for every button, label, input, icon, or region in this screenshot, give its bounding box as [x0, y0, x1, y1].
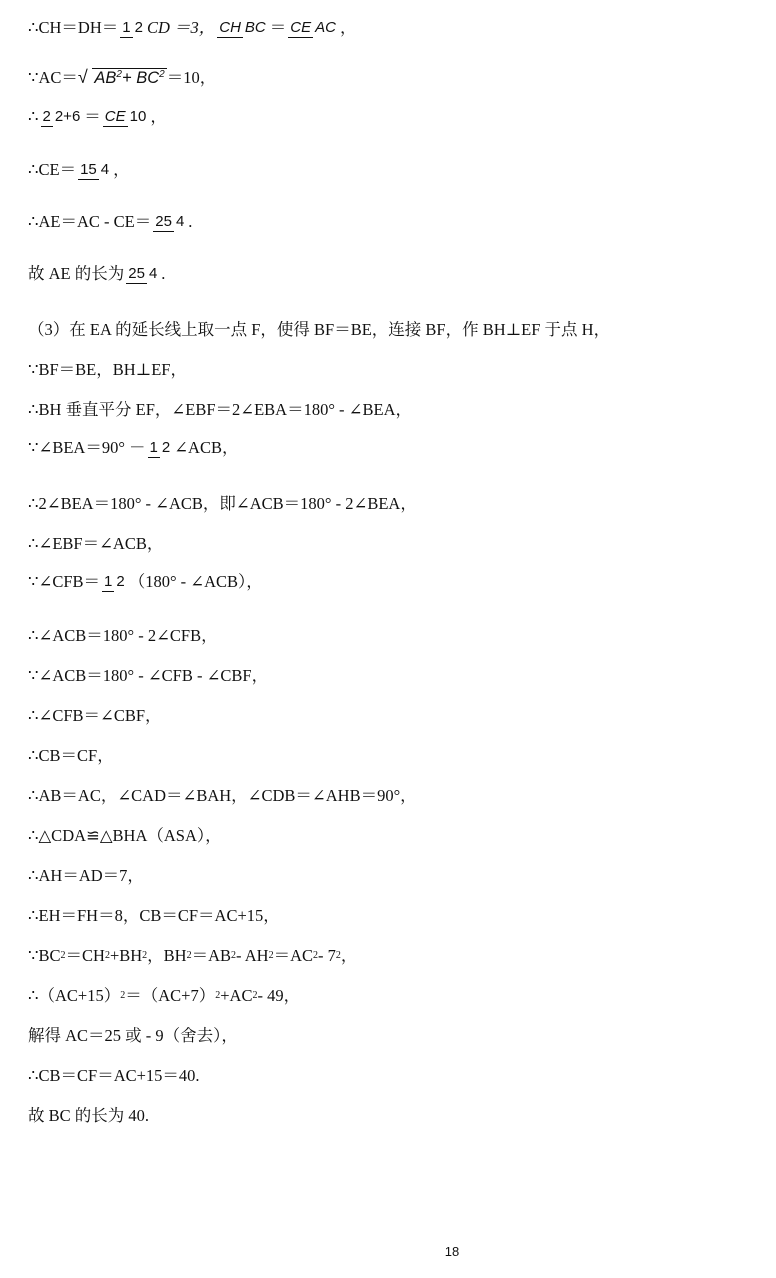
- text-segment: ∵∠CFB＝: [28, 572, 101, 591]
- text-segment: ∴CE＝: [28, 160, 77, 179]
- fraction: 15 4: [80, 161, 110, 178]
- text-segment: ＝: [269, 18, 287, 37]
- solution-line-26: 故 BC 的长为 40.: [28, 1106, 150, 1125]
- solution-line-2: [28, 67, 216, 88]
- solution-line-15: ∵∠ACB＝180° - ∠CFB - ∠CBF，: [28, 666, 269, 685]
- solution-line-19: ∴△CDA≌△BHA（ASA），: [28, 826, 222, 845]
- solution-line-20: ∴AH＝AD＝7，: [28, 866, 144, 885]
- solution-line-8: ∵BF＝BE，BH⊥EF，: [28, 360, 187, 379]
- text-segment: CD ＝3，: [146, 18, 216, 37]
- solution-line-24: 解得 AC＝25 或 - 9（舍去），: [28, 1026, 238, 1045]
- fraction: CE 10: [104, 108, 147, 125]
- text-segment: ，: [150, 107, 167, 126]
- text-segment: ∵∠BEA＝90° －: [28, 438, 146, 457]
- fraction: CH BC: [219, 19, 266, 36]
- solution-line-21: ∴EH＝FH＝8，CB＝CF＝AC+15，: [28, 906, 280, 925]
- solution-line-16: ∴∠CFB＝∠CBF，: [28, 706, 162, 725]
- text-segment: ＝: [84, 107, 101, 126]
- text-segment: .: [188, 212, 193, 231]
- text-segment: （180° - ∠ACB），: [128, 572, 263, 591]
- solution-line-18: ∴AB＝AC，∠CAD＝∠BAH，∠CDB＝∠AHB＝90°，: [28, 786, 417, 805]
- text-segment: .: [161, 264, 166, 283]
- fraction: 1 2: [149, 439, 171, 456]
- solution-line-22: ∵BC 2 ＝CH 2 +BH 2 ，BH 2 ＝AB 2 - AH 2 ＝AC 2 - 7 2 ，: [28, 946, 358, 965]
- solution-line-25: ∴CB＝CF＝AC+15＝40.: [28, 1066, 200, 1085]
- solution-line-17: ∴CB＝CF，: [28, 746, 114, 765]
- solution-line-10: [28, 438, 239, 458]
- text-segment: ∵AC＝: [28, 67, 78, 87]
- text-segment: 故 AE 的长为: [28, 264, 125, 283]
- text-segment: ∴AE＝AC - CE＝: [28, 212, 152, 231]
- fraction: 1 2: [122, 19, 143, 36]
- solution-line-4: [28, 160, 130, 180]
- square-root: √ $AB^2+ BC^2$: [77, 67, 165, 87]
- text-segment: ＝10，: [166, 67, 217, 87]
- text-segment: ∴: [28, 107, 39, 126]
- text-segment: ，: [339, 18, 357, 37]
- solution-line-3: [28, 107, 167, 127]
- solution-line-14: ∴∠ACB＝180° - 2∠CFB，: [28, 626, 218, 645]
- fraction: 2 2+6: [42, 108, 81, 125]
- text-segment: ∠ACB，: [174, 438, 239, 457]
- solution-line-11: ∴2∠BEA＝180° - ∠ACB，即∠ACB＝180° - 2∠BEA，: [28, 494, 417, 513]
- solution-line-23: ∴（AC+15） 2 ＝（AC+7） 2 +AC 2 - 49，: [28, 986, 301, 1005]
- solution-line-12: ∴∠EBF＝∠ACB，: [28, 534, 164, 553]
- solution-line-5: [28, 212, 192, 232]
- page-number: 18: [444, 1244, 460, 1259]
- fraction: CE AC: [290, 19, 336, 36]
- fraction: 25 4: [128, 265, 158, 282]
- fraction: 25 4: [155, 213, 185, 230]
- fraction: 1 2: [104, 573, 125, 590]
- solution-line-13: [28, 572, 263, 592]
- solution-line-1: [28, 18, 356, 38]
- text-segment: ∴CH＝DH＝: [28, 18, 119, 37]
- solution-line-9: ∴BH 垂直平分 EF，∠EBF＝2∠EBA＝180° - ∠BEA，: [28, 400, 413, 419]
- solution-line-6: [28, 264, 165, 284]
- solution-line-7: （3）在 EA 的延长线上取一点 F，使得 BF＝BE，连接 BF，作 BH⊥EF 于点 H，: [28, 320, 611, 339]
- text-segment: ，: [113, 160, 130, 179]
